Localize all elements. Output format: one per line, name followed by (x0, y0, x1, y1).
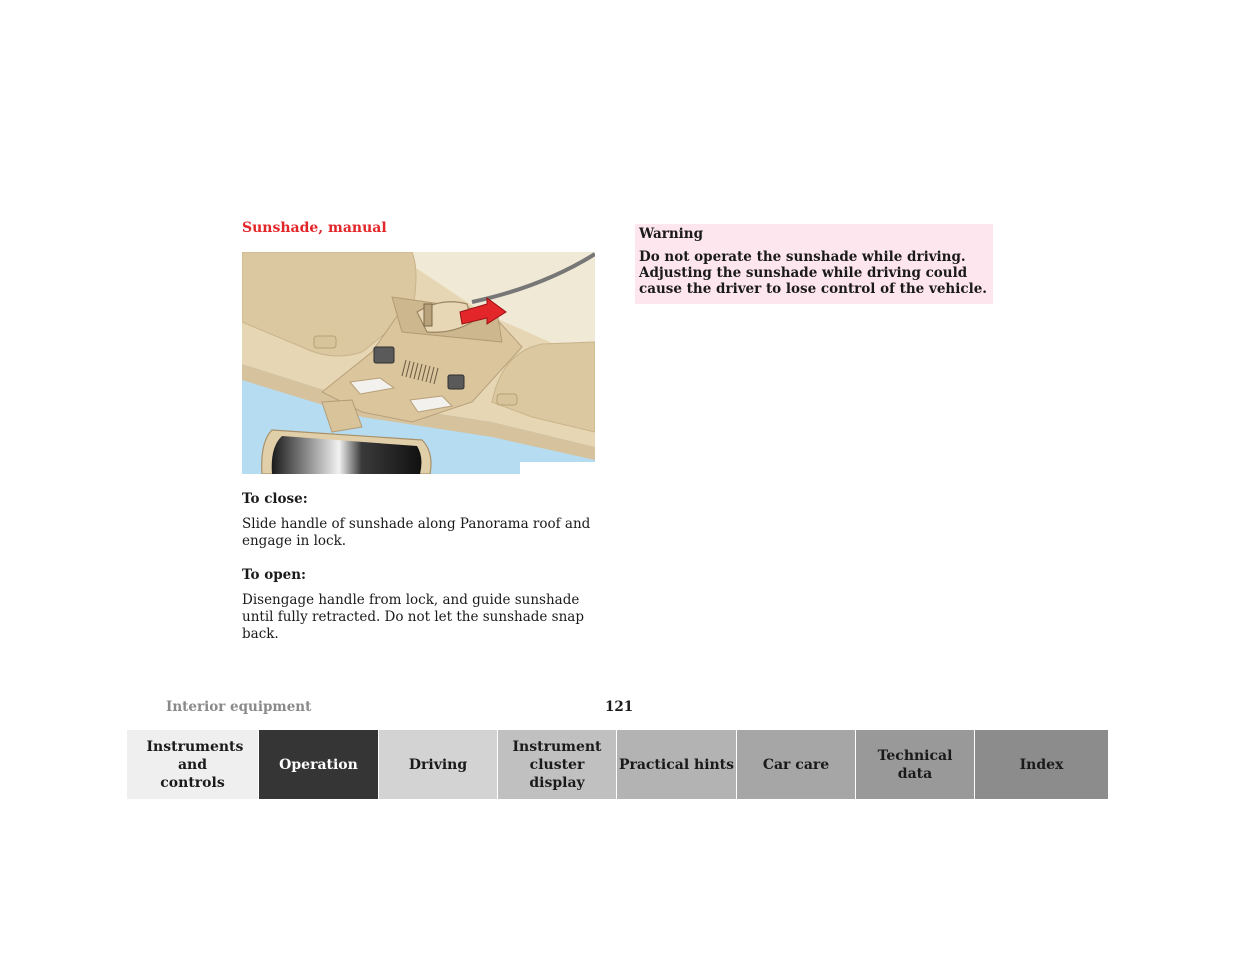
sunshade-illustration (242, 252, 595, 474)
nav-tab-label: Instruments and controls (146, 738, 244, 791)
nav-tab-operation[interactable] (259, 730, 379, 799)
open-heading: To open: (242, 567, 307, 583)
nav-tab-technical-data[interactable] (856, 730, 975, 799)
nav-tab-car-care[interactable] (737, 730, 856, 799)
nav-tab-label: Car care (762, 756, 830, 773)
nav-tab-practical-hints[interactable] (617, 730, 737, 799)
open-instructions: Disengage handle from lock, and guide sunshade until fully retracted. Do not let the sunshade snap back. (242, 592, 584, 642)
section-title: Sunshade, manual (242, 220, 387, 236)
footer-section-name: Interior equipment (166, 699, 312, 715)
nav-tab-label: Practical hints (618, 756, 735, 773)
nav-tab-index[interactable] (975, 730, 1108, 799)
close-instructions: Slide handle of sunshade along Panorama roof and engage in lock. (242, 516, 591, 549)
overhead-console-drawing (242, 252, 595, 474)
nav-tab-instrument-cluster-display[interactable] (498, 730, 617, 799)
warning-title: Warning (639, 226, 704, 242)
chapter-navigation (127, 730, 1108, 799)
nav-tab-label: Index (1019, 756, 1064, 773)
nav-tab-label: Operation (279, 756, 358, 773)
nav-tab-driving[interactable] (379, 730, 498, 799)
nav-tab-label: Instrument cluster display (512, 738, 602, 791)
nav-tab-label: Technical data (877, 747, 953, 782)
warning-box (635, 224, 993, 304)
nav-tab-label: Driving (408, 756, 468, 773)
close-heading: To close: (242, 491, 308, 507)
nav-tab-instruments-and-controls[interactable] (127, 730, 259, 799)
page-number: 121 (605, 699, 634, 715)
warning-text: Do not operate the sunshade while driving. Adjusting the sunshade while driving could cause the driver to lose control of the vehicle. (639, 249, 987, 297)
